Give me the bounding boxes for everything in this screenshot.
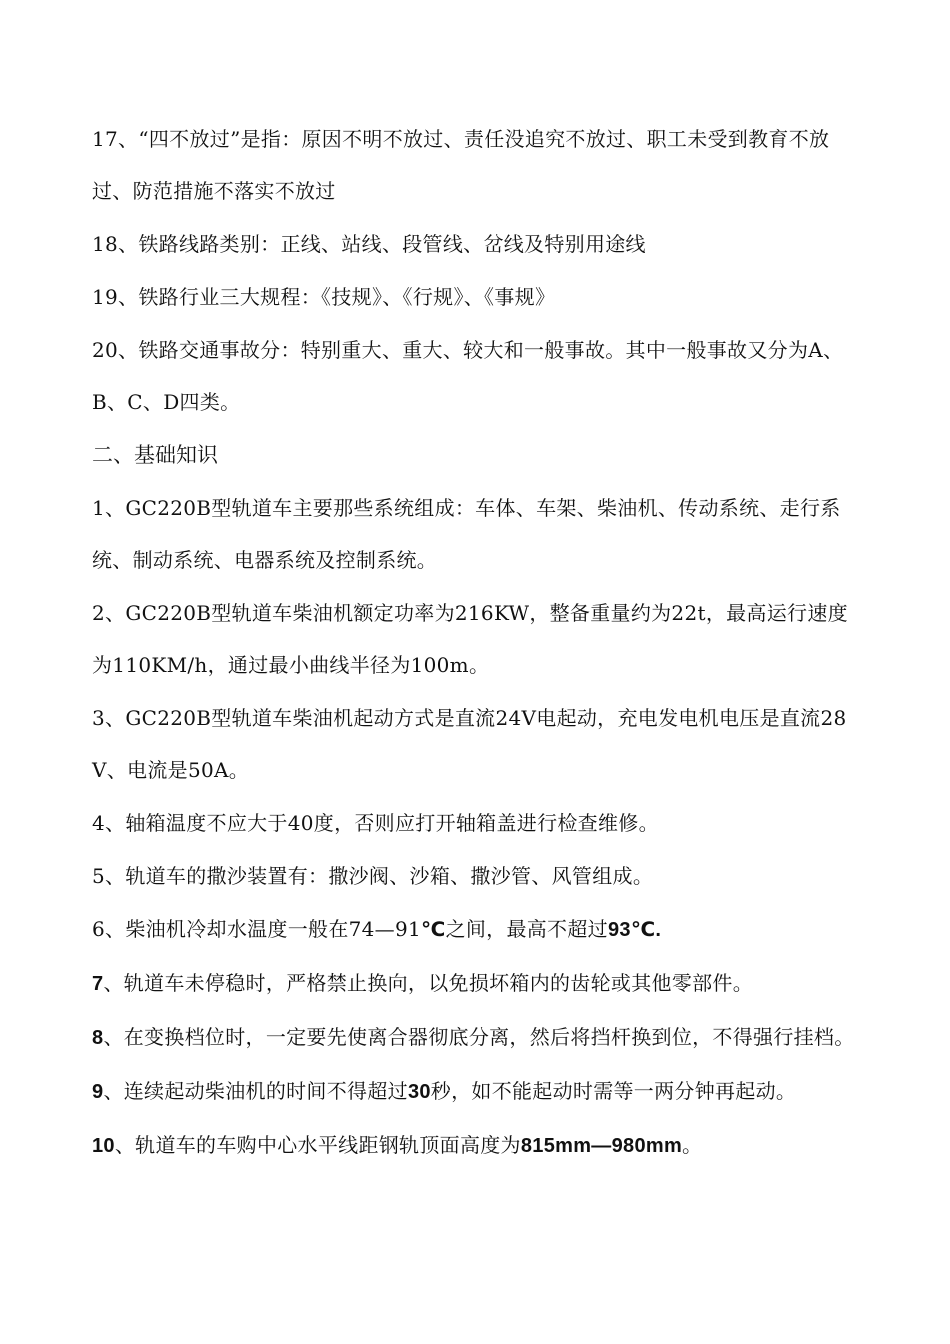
basics-item-6: [92, 903, 862, 956]
item-text: 、在变换档位时，一定要先使离合器彻底分离，然后将挡杆换到位，不得强行挂档。: [103, 1025, 855, 1049]
basics-item-8: [92, 1011, 862, 1064]
bold-text: 30: [407, 1081, 431, 1103]
basics-item-10: [92, 1119, 862, 1172]
basics-item-4: 4、轴箱温度不应大于40度，否则应打开轴箱盖进行检查维修。: [92, 811, 659, 835]
bold-text: 93℃.: [607, 919, 662, 941]
item-17: 17、“四不放过”是指：原因不明不放过、责任没追究不放过、职工未受到教育不放过、防范措施不落实不放过: [92, 127, 830, 203]
basics-item-2: 2、GC220B型轨道车柴油机额定功率为216KW，整备重量约为22t，最高运行速度为110KM/h，通过最小曲线半径为100m。: [92, 601, 848, 677]
bold-text: ℃: [421, 919, 446, 941]
item-number: 10: [92, 1135, 115, 1157]
item-number: 9: [92, 1081, 104, 1103]
section-heading: 二、基础知识: [92, 443, 218, 467]
item-text: 之间，最高不超过: [445, 917, 608, 941]
item-18: 18、铁路线路类别：正线、站线、段管线、岔线及特别用途线: [92, 232, 646, 256]
basics-item-5: 5、轨道车的撒沙装置有：撒沙阀、沙箱、撒沙管、风管组成。: [92, 864, 654, 888]
item-number: 7: [92, 973, 104, 995]
item-text: 6、柴油机冷却水温度一般在74—91: [92, 917, 422, 941]
item-text: 、轨道车的车购中心水平线距钢轨顶面高度为: [114, 1133, 521, 1157]
item-text: 、连续起动柴油机的时间不得超过: [103, 1079, 408, 1103]
basics-item-9: [92, 1065, 862, 1118]
item-20: 20、铁路交通事故分：特别重大、重大、较大和一般事故。其中一般事故又分为A、B、C、D四类。: [92, 338, 844, 414]
basics-item-7: [92, 957, 862, 1010]
item-text: 。: [682, 1133, 703, 1157]
bold-text: 815mm—980mm: [520, 1135, 683, 1157]
item-number: 8: [92, 1027, 104, 1049]
item-text: 秒，如不能起动时需等一两分钟再起动。: [430, 1079, 797, 1103]
item-19: 19、铁路行业三大规程：《技规》、《行规》、《事规》: [92, 285, 556, 309]
item-text: 、轨道车未停稳时，严格禁止换向，以免损坏箱内的齿轮或其他零部件。: [103, 971, 754, 995]
basics-item-1: 1、GC220B型轨道车主要那些系统组成：车体、车架、柴油机、传动系统、走行系统、制动系统、电器系统及控制系统。: [92, 496, 841, 572]
basics-item-3: 3、GC220B型轨道车柴油机起动方式是直流24V电起动，充电发电机电压是直流28V、电流是50A。: [92, 706, 847, 782]
document-page: [92, 113, 862, 1173]
